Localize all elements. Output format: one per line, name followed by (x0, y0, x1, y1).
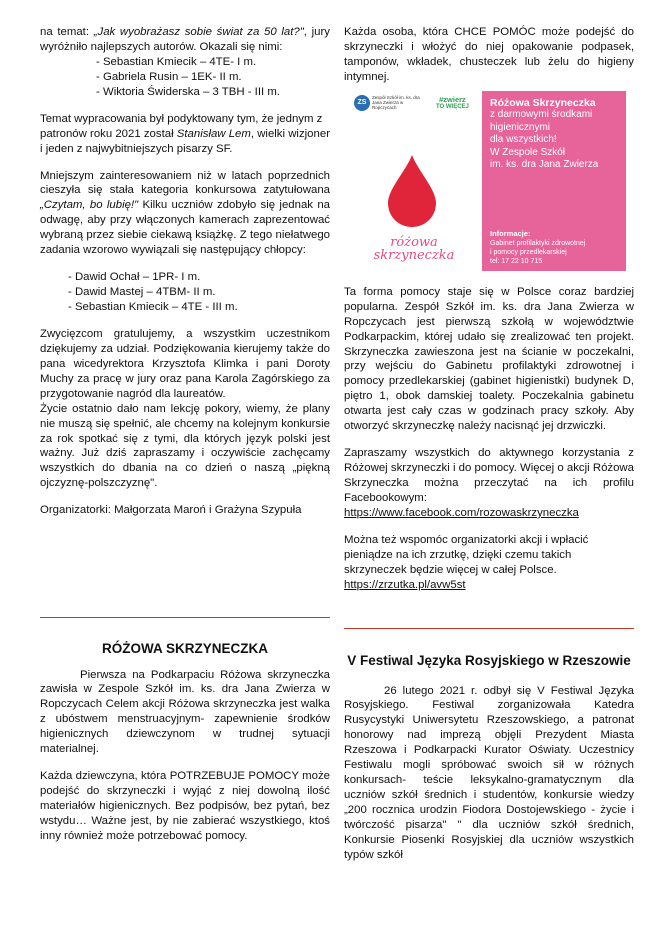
poster-line: dla wszystkich! (490, 134, 557, 146)
section-divider-left (40, 617, 330, 618)
theme-paragraph (40, 112, 330, 157)
intro-text: na temat: (40, 26, 94, 38)
zrzutka-link[interactable]: https://zrzutka.pl/avw5st (344, 578, 466, 591)
list-item: - Sebastian Kmiecik – 4TE- I m. (96, 55, 257, 68)
poster-brand (364, 236, 464, 262)
list-item: - Dawid Ochał – 1PR- I m. (68, 271, 201, 284)
rozowa-section (40, 640, 330, 844)
poster-info-line: tel: 17 22 10 715 (490, 258, 543, 266)
help-intro: Każda osoba, która CHCE POMÓC może podejść do skrzyneczki i włożyć do niej opakowanie podpasek, tamponów, wkładek, chusteczek lub żelu do higieny intymnej. (344, 26, 634, 83)
festival-paragraph: 26 lutego 2021 r. odbył się V Festiwal Języka Rosyjskiego. Festiwal zorganizowała Katedra Rusycystyki Uniwersytetu Rzeszowskiego, a patronat honorowy nad imprezą objęli Prezydent Miasta Rzeszowa i Podkarpacki Kurator Oświaty. Uczestnicy Festiwalu mogli spróbować swoich sił w różnych konkursach- teście leksykalno-gramatycznym dla uczniów szkół średnich i studentów, konkursie wiedzy „200 rocznica urodzin Fiodora Dostojewskiego - życie i twórczość pisarza" " dla uczniów szkół średnich, Konkursie Piosenki Rosyjskiej dla uczniów wszystkich typów szkół (344, 684, 634, 861)
list-item: - Sebastian Kmiecik – 4TE - III m. (68, 301, 238, 313)
poster-info (490, 229, 585, 266)
left-column (40, 0, 330, 518)
blood-drop-icon (384, 153, 440, 229)
poster-line: higienicznymi (490, 121, 551, 133)
poster-info-label: Informacje: (490, 228, 531, 238)
school-logo-icon: ZS (354, 95, 370, 111)
poster-right-panel (482, 91, 626, 271)
poster-brand-line: różowa (390, 234, 438, 250)
list-item: - Dawid Mastej – 4TBM- II m. (68, 286, 216, 299)
invite-paragraph: Zapraszamy wszystkich do aktywnego korzystania z Różowej skrzyneczki i do pomocy. Więcej o akcji Różowa Skrzyneczka można przeczytać na ich profilu Facebookowym: (344, 447, 634, 504)
zrzutka-paragraph: Można też wspomóc organizatorki akcji i wpłacić pieniądze na ich zrzutkę, dzięki czemu takich skrzyneczek będzie więcej w całej Polsce. (344, 533, 589, 576)
intro-quote: „Jak wyobrażasz sobie świat za 50 lat?" (93, 26, 304, 38)
competition-title: „Czytam, bo lubię!" (40, 199, 139, 212)
zwierz-logo (436, 96, 469, 110)
list-item: - Gabriela Rusin – 1EK- II m. (96, 70, 242, 83)
patron-name: Stanisław Lem (176, 127, 251, 140)
section-divider-right (344, 628, 634, 629)
right-column (344, 0, 634, 593)
rozowa-poster (344, 91, 626, 271)
theme-text-end: , wielki wizjoner i jeden z najwybitniejszych pisarzy SF. (40, 127, 330, 155)
poster-left-panel (344, 91, 480, 271)
poster-title: Różowa Skrzyneczka (490, 96, 596, 109)
list-item: - Wiktoria Świderska – 3 TBH - III m. (96, 85, 280, 98)
poster-info-line: i pomocy przedlekarskiej (490, 248, 567, 256)
competition-text-end: Kilku uczniów zdobyło się jednak na odwagę, aby przy włączonych kamerach zaprezentować wybraną przez siebie ciekawą książkę. Z tego niełatwego zadania wzorowo wywiązali się następujący chłopcy: (40, 199, 330, 257)
facebook-link[interactable]: https://www.facebook.com/rozowaskrzyneczka (344, 506, 579, 519)
festival-section (344, 652, 634, 863)
rozowa-paragraph-1: Pierwsza na Podkarpaciu Różowa skrzyneczka zawisła w Zespole Szkół im. ks. dra Jana Zwierza w Ropczycach Celem akcji Różowa skrzyneczka jest walka z ubóstwem menstruacyjnym- zapewnienie środków higienicznych dziewczynom w trudnej sytuacji materialnej. (40, 668, 330, 756)
intro-text-end: , jury wyróżniło najlepszych autorów. Okazali się nimi: (40, 26, 330, 53)
poster-brand-line: skrzyneczka (373, 247, 455, 263)
theme-text: Temat wypracowania był podyktowany tym, że jednym z patronów roku 2021 został (40, 112, 323, 140)
winners-list-essay (96, 55, 330, 100)
poster-line: W Zespole Szkół (490, 146, 566, 158)
poster-line: z darmowymi środkami (490, 109, 593, 121)
competition-paragraph (40, 169, 330, 259)
organizers-line: Organizatorki: Małgorzata Maroń i Grażyna Szypuła (40, 504, 302, 517)
contest-intro (40, 25, 330, 55)
school-logo-text: Zespół Szkół im. ks. dra Jana Zwierza w Ropczycach (372, 94, 420, 110)
section-heading: RÓŻOWA SKRZYNECZKA (102, 641, 268, 656)
rozowa-paragraph-2: Każda dziewczyna, która POTRZEBUJE POMOCY może podejść do skrzyneczki i wyjąć z niej dowolną ilość materiałów higienicznych. Bez podpisów, bez pytań, bez wstydu… Ważne jest, by nie zabierać wszystkiego, ktoś inny również może potrzebować pomocy. (40, 770, 330, 842)
closing-paragraph: Życie ostatnio dało nam lekcję pokory, wiemy, że plany nie muszą się spełnić, ale chcemy na kolejnym konkursie za rok spotkać się z tymi, dla których język polski jest ważny. Już dziś zapraszamy i oczywiście zachęcamy wszystkich do dbania na co dzień o naszą „piękną ojczyznę-polszczyznę". (40, 402, 330, 490)
zwierz-logo-subtext: TO WIĘCEJ (436, 103, 469, 110)
competition-text: Mniejszym zainteresowaniem niż w latach poprzednich cieszyła się stała kategoria konkursowa zatytułowana (40, 169, 330, 197)
zwierz-logo-text: #zwierz (439, 94, 466, 104)
location-paragraph: Ta forma pomocy staje się w Polsce coraz bardziej popularna. Zespół Szkół im. ks. dra Jana Zwierza w Ropczycach jest pierwszą szkołą w województwie Podkarpackim, której udało się zrealizować ten projekt. Skrzyneczka zawieszona jest na ścianie w poczekalni, przy wejściu do Gabinetu profilaktyki zdrowotnej i pomocy przedlekarskiej (gabinet higienistki) budynek D, piętro 1, obok damskiej toalety. Poczekalnia gabinetu otwarta jest cały czas w godzinach pracy szkoły. Aby otworzyć skrzyneczkę należy nacisnąć jej drzwiczki. (344, 285, 634, 433)
winners-list-reading (68, 270, 330, 315)
thanks-paragraph: Zwycięzcom gratulujemy, a wszystkim uczestnikom dziękujemy za udział. Podziękowania kierujemy także do pana wicedyrektora Krzysztofa Klimka i pani Doroty Muchy za pracę w jury oraz pana Karola Zagórskiego za przygotowanie nagród dla laureatów. (40, 327, 330, 400)
poster-line: im. ks. dra Jana Zwierza (490, 159, 599, 171)
poster-info-line: Gabinet profilaktyki zdrowotnej (490, 239, 586, 247)
section-heading: V Festiwal Języka Rosyjskiego w Rzeszowie (347, 653, 631, 668)
